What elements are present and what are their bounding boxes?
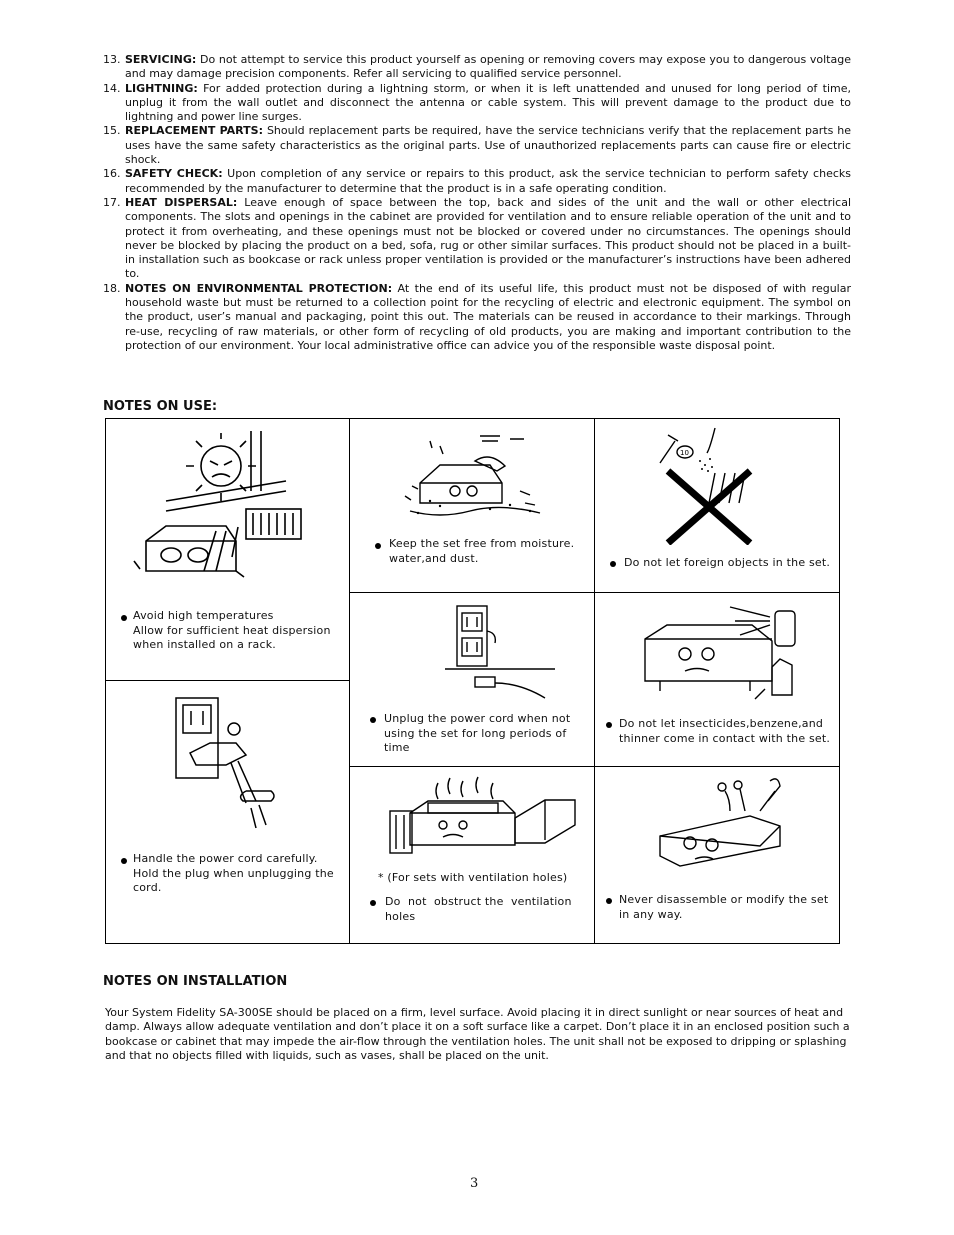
instruction-item <box>103 124 851 167</box>
cell-disassemble <box>595 767 839 943</box>
bullet-icon <box>375 543 381 549</box>
coin-label: 10 <box>680 449 689 457</box>
caption-disassemble: Never disassemble or modify the set in any way. <box>619 893 829 921</box>
item-text: Do not attempt to service this product yourself as opening or removing covers may expose you to dangerous voltage and may damage precision components. Refer all servicing to qualified service personnel. <box>125 53 851 81</box>
item-text: Upon completion of any service or repairs to this product, ask the service technician to perform safety checks recommended by the manufacturer to determine that the product is in a safe operating condition. <box>125 167 851 195</box>
foreign-objects-illustration <box>650 423 775 545</box>
notes-on-use-grid <box>105 418 840 944</box>
item-title: REPLACEMENT PARTS: <box>125 124 263 138</box>
instruction-item <box>103 53 851 82</box>
item-title: LIGHTNING: <box>125 81 198 95</box>
item-title: SAFETY CHECK: <box>125 167 223 181</box>
cell-foreign-objects <box>595 419 839 593</box>
disassemble-illustration <box>640 771 820 881</box>
cell-moisture <box>350 419 595 593</box>
ventilation-illustration <box>388 773 578 863</box>
installation-text: Your System Fidelity SA-300SE should be placed on a firm, level surface. Avoid placing it in direct sunlight or near sources of heat and damp. Always allow adequate ventilation and don’t place it on a soft surface like a carpet. Don’t place it in an enclosed position such a bookcase or cabinet that may impede the air-flow through the ventilation holes. The unit shall not be exposed to dripping or splashing and that no objects filled with liquids, such as vases, shall be placed on the unit. <box>105 1006 850 1063</box>
cell-unplug <box>350 593 595 767</box>
bullet-icon <box>610 561 616 567</box>
item-text: At the end of its useful life, this product must not be disposed of with regular household waste but must be returned to a collection point for the recycling of electric and electronic equipment. The symbol on the product, user’s manual and packaging, point this out. The materials can be reused in accordance to their markings. Through re-use, recycling of raw materials, or other form of recycling of old products, you are making and important contribution to the protection of our environment. Your local administrative office can advice you of the responsible waste disposal point. <box>125 281 851 352</box>
cell-avoid-heat <box>106 419 350 681</box>
caption-foreign-objects: Do not let foreign objects in the set. <box>624 556 831 569</box>
item-number: 16. <box>103 167 121 181</box>
cell-power-cord <box>106 681 350 943</box>
item-title: SERVICING: <box>125 53 197 66</box>
item-text: For added protection during a lightning storm, or when it is left unattended and unused for long period of time, unplug it from the wall outlet and disconnect the antenna or cable system. This will prevent damage to the product due to lightning and power line surges. <box>125 81 851 124</box>
caption-avoid-heat: Avoid high temperatures Allow for sufficient heat dispersion when installed on a rack. <box>133 609 331 652</box>
item-number: 15. <box>103 124 121 138</box>
caption-ventilation: Do not obstruct the ventilation holes <box>385 895 572 923</box>
caption-insecticide: Do not let insecticides,benzene,and thinner come in contact with the set. <box>619 717 831 745</box>
item-number: 18. <box>103 281 121 295</box>
item-title: NOTES ON ENVIRONMENTAL PROTECTION: <box>125 281 393 295</box>
bullet-icon <box>370 717 376 723</box>
instruction-item <box>103 167 851 196</box>
item-number: 17. <box>103 195 121 209</box>
bullet-icon <box>121 858 127 864</box>
sun-heater-illustration <box>126 431 326 591</box>
notes-on-installation-heading: NOTES ON INSTALLATION <box>103 974 288 989</box>
item-number: 13. <box>103 53 121 66</box>
caption-moisture: Keep the set free from moisture. water,and dust. <box>389 537 575 565</box>
item-number: 14. <box>103 81 121 95</box>
power-cord-illustration <box>166 693 296 833</box>
bullet-icon <box>121 615 127 621</box>
caption-unplug: Unplug the power cord when not using the set for long periods of time <box>384 712 571 755</box>
item-text: Leave enough of space between the top, back and sides of the unit and the wall or other electrical components. The slots and openings in the cabinet are provided for ventilation and to ensure reliable operation of the unit and to protect it from overheating, and these openings must not be blocked or covered under no circumstances. The openings should never be blocked by placing the product on a bed, sofa, rug or other similar surfaces. This product should not be placed in a built-in installation such as bookcase or rack unless proper ventilation is provided or the manufacturer’s instructions have been adhered to. <box>125 195 852 281</box>
bullet-icon <box>606 722 612 728</box>
caption-power-cord: Handle the power cord carefully. Hold the plug when unplugging the cord. <box>133 852 334 895</box>
item-title: HEAT DISPERSAL: <box>125 195 238 209</box>
instruction-item <box>103 82 851 125</box>
caption-ventilation-note: * (For sets with ventilation holes) <box>378 871 568 884</box>
safety-instructions-list <box>103 53 851 353</box>
cell-ventilation <box>350 767 595 943</box>
moisture-illustration <box>400 431 560 526</box>
instruction-item <box>103 196 851 282</box>
item-text: Should replacement parts be required, have the service technicians verify that the replacement parts he uses have the same safety characteristics as the original parts. Use of unauthorized replacements parts can cause fire or electric shock. <box>125 124 851 167</box>
bullet-icon <box>606 898 612 904</box>
instruction-item <box>103 282 851 353</box>
notes-on-use-heading: NOTES ON USE: <box>103 399 218 414</box>
wall-outlet-illustration <box>445 601 555 701</box>
insecticide-illustration <box>630 599 810 709</box>
bullet-icon <box>370 900 376 906</box>
cell-insecticide <box>595 593 839 767</box>
page-number: 3 <box>470 1176 479 1191</box>
